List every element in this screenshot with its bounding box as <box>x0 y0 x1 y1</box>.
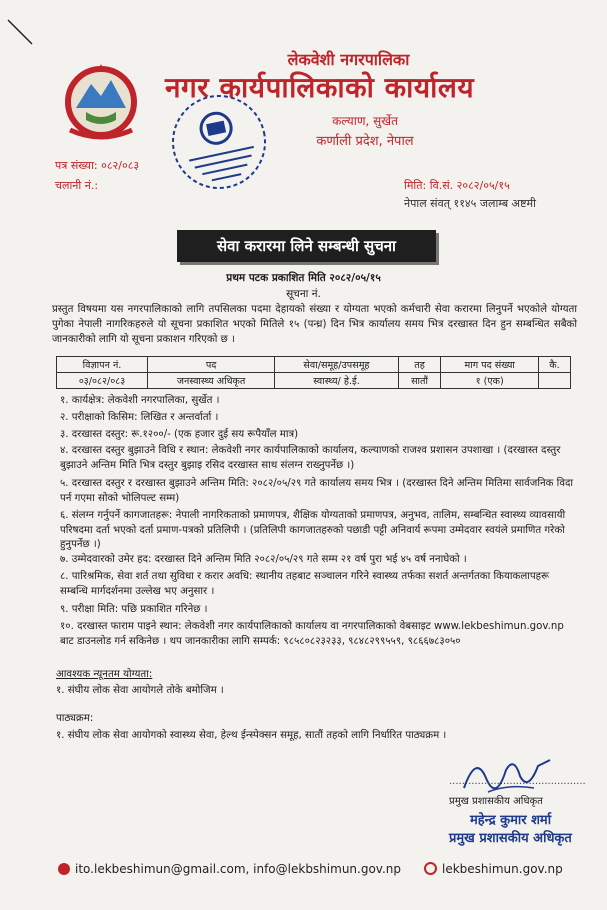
office-province: कर्णाली प्रदेश, नेपाल <box>316 134 414 149</box>
cell-demand-count: १ (एक) <box>441 373 539 389</box>
footer-email-text: ito.lekbeshimun@gmail.com, info@lekbshimun.gov.np <box>75 862 402 876</box>
dispatch-number: चलानी नं.: <box>55 179 99 192</box>
footer-email[interactable] <box>58 862 401 876</box>
list-item: ९. परीक्षा मिति: पछि प्रकाशित गरिनेछ । <box>60 604 208 615</box>
office-stamp <box>166 88 272 196</box>
nepal-emblem-logo <box>58 60 144 140</box>
list-item: ८. पारिश्रमिक, सेवा शर्त तथा सुविधा र करार अवधि: स्थानीय तहबाट सञ्चालन गरिने स्वास्थ्य तर्फका सशर्त अन्तर्गतका कियाकलापहरू सम्बन्धि मार्गदर्शनमा उल्लेख भए अनुसार । <box>60 571 549 597</box>
col-level: तह <box>398 357 441 373</box>
footer-website-text: lekbeshimun.gov.np <box>442 862 563 876</box>
list-item: १. कार्यक्षेत्र: लेकवेशी नगरपालिका, सुर्खेत । <box>60 395 220 406</box>
list-item: ४. दरखास्त दस्तुर बुझाउने विधि र स्थान: लेकवेशी नगर कार्यपालिकाको कार्यालय, कल्याणको राजश्व प्रशासन उपशाखा । (दरखास्त दस्तुर बुझाउने अन्तिम मिति भित्र दस्तुर बुझाइ रसिद दरखास्त साथ संलग्न राख्नुपर्नेछ ।) <box>60 445 561 471</box>
list-item: २. परीक्षाको किसिम: लिखित र अन्तर्वार्ता । <box>60 412 219 423</box>
table-header-row <box>57 357 571 373</box>
intro-paragraph: प्रस्तुत विषयमा यस नगरपालिकाको लागि तपसिलका पदमा देहायको संख्या र योग्यता भएको कर्मचारी सेवा करारमा लिनुपर्ने भएकोले योग्यता पुगेका नेपाली नागरिकहरुले यो सूचना प्रकाशित भएको मितिले १५ (पन्ध्र) दिन भित्र कार्यालय समय भित्र दरखास्त दिन हुन सम्बन्धित सबैको जानकारीको लागि यो सूचना प्रकाशन गरिएको छ । <box>52 304 577 345</box>
list-item: ६. संलग्न गर्नुपर्ने कागजातहरू: नेपाली नागरिकताको प्रमाणपत्र, शैक्षिक योग्यताको प्रमाणपत्र, अनुभव, तालिम, सम्बन्धित स्वास्थ्य व्यावसायी परिषदमा दर्ता भएको दर्ता प्रमाण-पत्रको प्रतिलिपी । (प्रतिलिपी कागजातहरुको पछाडी पट्टी अनिवार्य रूपमा उम्मेदवार स्वयंले प्रमाणित गरेको हुनुपर्नेछ ।) <box>60 510 566 550</box>
corner-pen-mark <box>6 18 36 48</box>
cell-post: जनस्वास्थ्य अधिकृत <box>148 373 275 389</box>
cell-remarks <box>539 373 571 389</box>
nepal-samvat-date: नेपाल संवत् ११४५ जलाम्ब अष्टमी <box>404 197 536 210</box>
qualification-item: १. संघीय लोक सेवा आयोगले तोके बमोजिम । <box>56 685 224 696</box>
table-row <box>57 373 571 389</box>
syllabus-heading: पाठ्यक्रम: <box>56 713 94 724</box>
vacancy-table <box>56 356 571 389</box>
list-item: ३. दरखास्त दस्तुर: रू.१२००/- (एक हजार दुई सय रूपैयाँल मात्र) <box>60 429 299 440</box>
signoff-role-small: प्रमुख प्रशासकीय अधिकृत <box>449 796 543 807</box>
cell-service-group: स्वास्थ्य/ हे.ई. <box>275 373 398 389</box>
signature-dots: ........................................... <box>449 776 586 787</box>
letter-number: पत्र संख्या: ०८२/०८३ <box>55 159 140 172</box>
first-published-date: प्रथम पटक प्रकाशित मिति २०८२/०५/१५ <box>226 272 381 284</box>
col-post: पद <box>148 357 275 373</box>
list-item: ७. उम्मेदवारको उमेर हद: दरखास्त दिने अन्तिम मिति २०८२/०५/२९ गते सम्म २१ वर्ष पुरा भई ४५ वर्ष ननाघेको । <box>60 554 467 565</box>
signoff-name: महेन्द्र कुमार शर्मा <box>470 813 552 828</box>
notice-banner: सेवा करारमा लिने सम्बन्धी सुचना <box>177 230 436 262</box>
municipality-name: लेकवेशी नगरपालिका <box>287 50 410 69</box>
email-icon <box>58 863 70 875</box>
office-title: नगर कार्यपालिकाको कार्यालय <box>165 71 475 104</box>
office-address: कल्याण, सुर्खेत <box>332 114 398 128</box>
date: मिति: वि.सं. २०८२/०५/१५ <box>404 179 510 192</box>
notice-number: सूचना नं. <box>286 288 321 300</box>
cell-level: सातौं <box>398 373 441 389</box>
signoff-role: प्रमुख प्रशासकीय अधिकृत <box>449 831 572 846</box>
list-item: १०. दरखास्त फाराम पाइने स्थान: लेकवेशी नगर कार्यपालिकाको कार्यालय वा नगरपालिकाको वेबसाइट www.lekbeshimun.gov.np बाट डाउनलोड गर्न सकिनेछ । थप जानकारीका लागि सम्पर्क: ९८५८०८२३२३३, ९८४८२९९५५९, ९८६६७८३०५० <box>60 621 564 647</box>
col-service-group: सेवा/समूह/उपसमूह <box>275 357 398 373</box>
list-item: ५. दरखास्त दस्तुर र दरखास्त बुझाउने अन्तिम मिति: २०८२/०५/२९ गते कार्यालय समय भित्र । (दरखास्त दिने अन्तिम मितिमा सार्वजनिक विदा पर्न गएमा सोको भोलिपल्ट सम्म) <box>60 478 574 504</box>
syllabus-item: १. संघीय लोक सेवा आयोगको स्वास्थ्य सेवा, हेल्थ ईन्स्पेक्सन समूह, सातौं तहको लागि निर्धारित पाठ्यक्रम । <box>56 730 447 741</box>
col-advert-no: विज्ञापन नं. <box>57 357 148 373</box>
cell-advert-no: ०३/०८२/०८३ <box>57 373 148 389</box>
col-demand-count: माग पद संख्या <box>441 357 539 373</box>
qualification-heading: आवश्यक न्यूनतम योग्यता: <box>56 669 153 680</box>
col-remarks: कै. <box>539 357 571 373</box>
footer-website[interactable] <box>424 862 563 876</box>
globe-icon <box>424 862 437 875</box>
